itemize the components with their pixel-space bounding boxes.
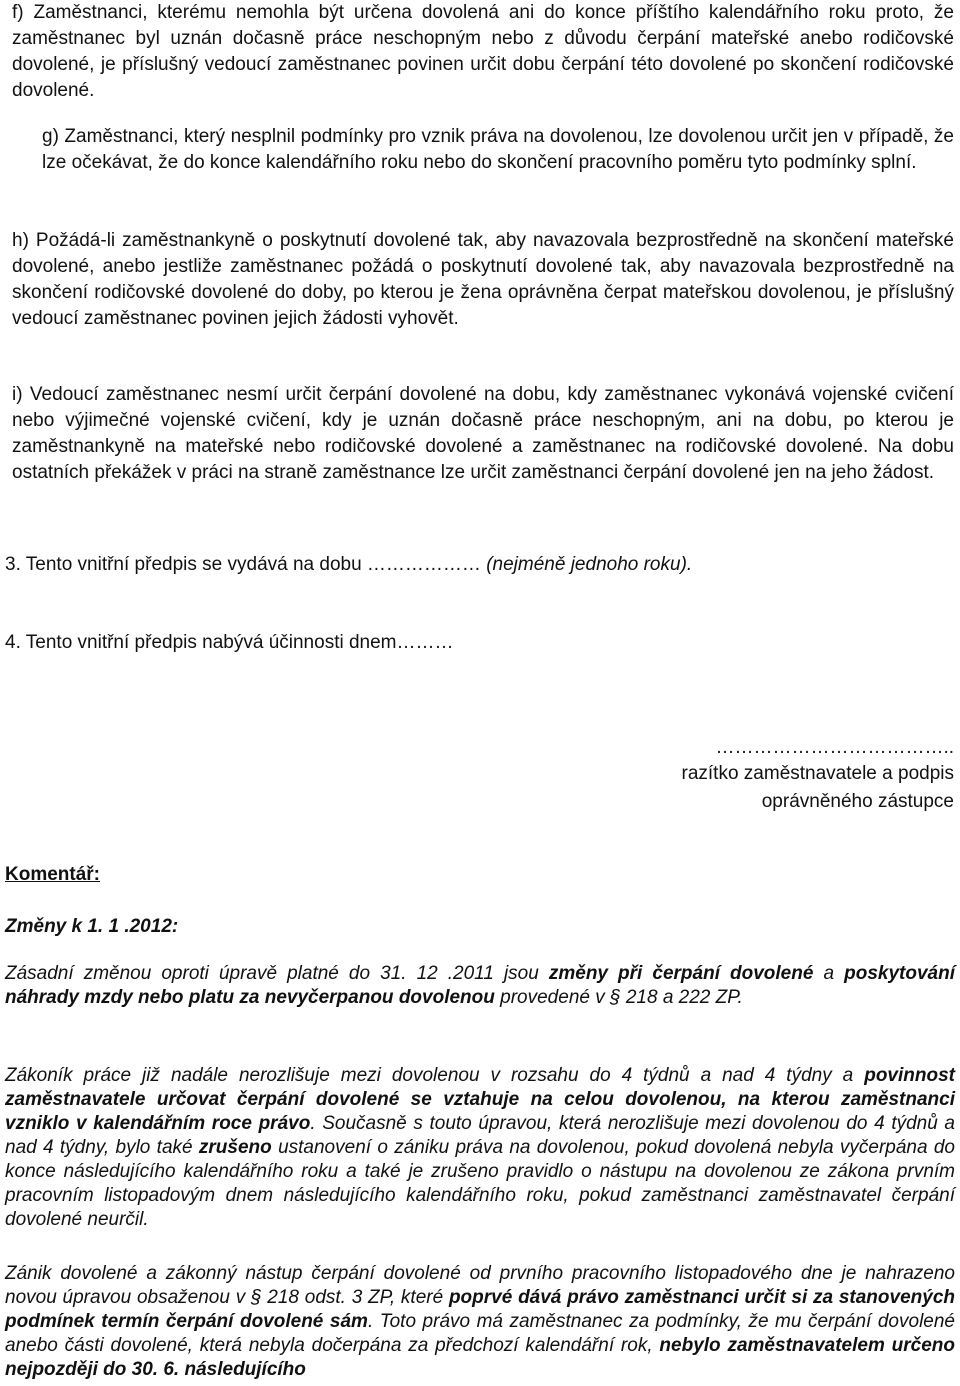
paragraph-i: i) Vedoucí zaměstnanec nesmí určit čerpání dovolené na dobu, kdy zaměstnanec vykonává vojenské cvičení nebo výjimečné vojenské cvičení, kdy je uznán dočasně práce neschopným, ani na dobu, po kterou je zaměstnankyně na mateřské nebo rodičovské dovolené a zaměstnanec na rodičovské dovolené. Na dobu ostatních překážek v práci na straně zaměstnance lze určit zaměstnanci čerpání dovolené jen na jeho žádost. <box>12 384 954 483</box>
comment-paragraph-2 <box>5 1064 955 1232</box>
comment-2-e: ustanovení o zániku práva na dovolenou, pokud dovolená nebyla vyčerpána do konce následujícího kalendářního roku a také je zrušeno pravidlo o nástupu na dovolenou ze zákona prvním pracovním listopadovým dnem následujícího kalendářního roku, pokud zaměstnanci zaměstnavatel čerpání dovolené neurčil. <box>5 1137 955 1230</box>
comment-paragraph-3 <box>5 1262 955 1382</box>
comment-2-c: . Současně s touto úpravou, která nerozlišuje mezi dovolenou do 4 týdnů a nad 4 týdny, bylo také <box>5 1113 956 1158</box>
signature-label-2: oprávněného zástupce <box>761 791 954 812</box>
comment-paragraph-1 <box>5 962 955 1010</box>
point-3-note: (nejméně jednoho roku). <box>486 554 693 575</box>
comment-2-b: povinnost zaměstnavatele určovat čerpání dovolené se vztahuje na celou dovolenou, na kterou zaměstnanci vzniklo v kalendářním roce právo <box>5 1065 955 1134</box>
comment-2-a: Zákoník práce již nadále nerozlišuje mezi dovolenou v rozsahu do 4 týdnů a nad 4 týdny a <box>5 1065 865 1086</box>
paragraph-f: f) Zaměstnanci, kterému nemohla být určena dovolená ani do konce příštího kalendářního roku proto, že zaměstnanec byl uznán dočasně práce neschopným nebo z důvodu čerpání mateřské anebo rodičovské dovolené, je příslušný vedoucí zaměstnanec povinen určit dobu čerpání této dovolené po skončení rodičovské dovolené. <box>12 2 954 101</box>
signature-dots: ……………………………….. <box>715 737 954 758</box>
comment-1-c: a <box>813 963 845 984</box>
comment-1-e: provedené v § 218 a 222 ZP. <box>494 987 743 1008</box>
comment-3-c: . Toto právo má zaměstnanec za podmínky, že mu čerpání dovolené anebo části dovolené, která nebyla dočerpána za předchozí kalendářní rok, <box>5 1311 955 1356</box>
comment-3-b: poprvé dává právo zaměstnanci určit si za stanovených podmínek termín čerpání dovolené sám <box>5 1287 955 1332</box>
signature-label-1: razítko zaměstnavatele a podpis <box>681 763 954 784</box>
paragraph-h: h) Požádá-li zaměstnankyně o poskytnutí dovolené tak, aby navazovala bezprostředně na skončení mateřské dovolené, anebo jestliže zaměstnanec požádá o poskytnutí dovolené tak, aby navazovala bezprostředně na skončení rodičovské dovolené do doby, po kterou je žena oprávněna čerpat mateřskou dovolenou, je příslušný vedoucí zaměstnanec povinen jejich žádosti vyhovět. <box>12 230 954 329</box>
point-3 <box>5 552 692 578</box>
point-3-text: 3. Tento vnitřní předpis se vydává na dobu ……………… <box>5 554 487 575</box>
comment-heading: Komentář: <box>5 864 101 885</box>
changes-heading: Změny k 1. 1 .2012: <box>5 916 179 937</box>
comment-3-d: nebylo zaměstnavatelem určeno nejpozději do 30. 6. následujícího <box>5 1335 955 1380</box>
paragraph-g: g) Zaměstnanci, který nesplnil podmínky pro vznik práva na dovolenou, lze dovolenou určit jen v případě, že lze očekávat, že do konce kalendářního roku nebo do skončení pracovního poměru tyto podmínky splní. <box>42 126 954 173</box>
comment-1-a: Zásadní změnou oproti úpravě platné do 31. 12 .2011 jsou <box>5 963 549 984</box>
comment-1-d: poskytování náhrady mzdy nebo platu za nevyčerpanou dovolenou <box>5 963 955 1008</box>
comment-2-d: zrušeno <box>198 1137 272 1158</box>
point-4: 4. Tento vnitřní předpis nabývá účinnosti dnem……… <box>5 632 454 653</box>
comment-1-b: změny při čerpání dovolené <box>548 963 814 984</box>
comment-3-a: Zánik dovolené a zákonný nástup čerpání dovolené od prvního pracovního listopadového dne je nahrazeno novou úpravou obsaženou v § 218 odst. 3 ZP, které <box>5 1263 955 1308</box>
